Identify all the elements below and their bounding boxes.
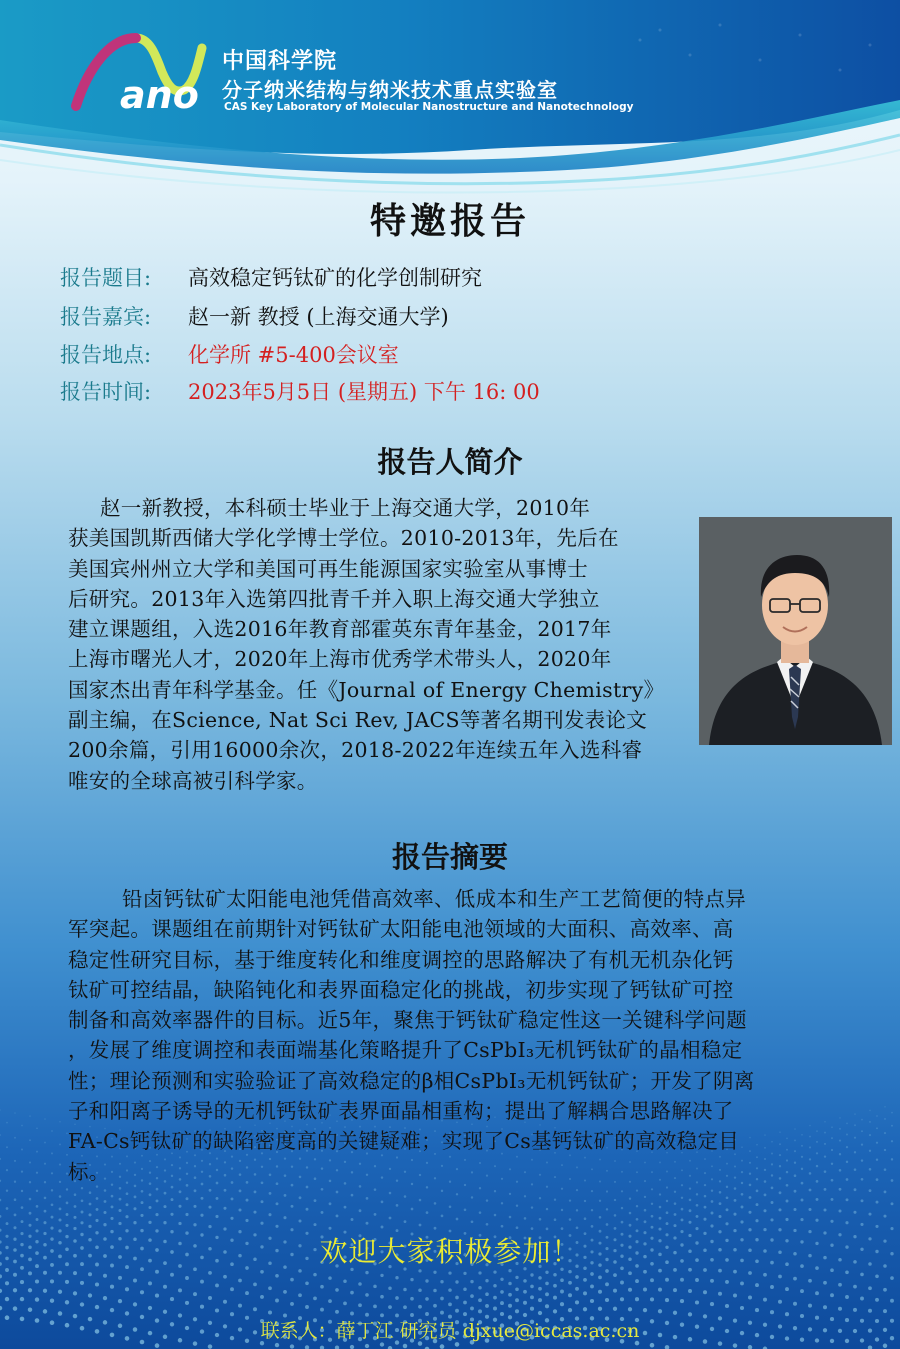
bio-line: 副主编，在Science, Nat Sci Rev, JACS等著名期刊发表论文 — [68, 708, 648, 733]
info-row-time — [60, 376, 540, 406]
bio-line: 国家杰出青年科学基金。任《Journal of Energy Chemistry》 — [68, 677, 665, 702]
abstract-heading: 报告摘要 — [391, 840, 508, 874]
abstract-line: 钛矿可控结晶，缺陷钝化和表界面稳定化的挑战，初步实现了钙钛矿可控 — [68, 977, 734, 1002]
welcome-message: 欢迎大家积极参加！ — [319, 1235, 581, 1268]
bio-line: 上海市曙光人才，2020年上海市优秀学术带头人，2020年 — [68, 647, 612, 672]
institution-name: 中国科学院 — [222, 49, 338, 74]
info-row-speaker — [60, 301, 449, 331]
abstract-line: 军突起。课题组在前期针对钙钛矿太阳能电池领域的大面积、高效率、高 — [68, 917, 734, 942]
speaker-photo — [699, 517, 892, 745]
bio-line: 建立课题组，入选2016年教育部霍英东青年基金，2017年 — [68, 617, 612, 642]
abstract-line: ，发展了维度调控和表面端基化策略提升了CsPbI₃无机钙钛矿的晶相稳定 — [68, 1038, 743, 1063]
abstract-line: 铅卤钙钛矿太阳能电池凭借高效率、低成本和生产工艺简便的特点异 — [122, 887, 746, 911]
info-row-location — [60, 339, 399, 369]
bio-line: 唯安的全球高被引科学家。 — [68, 768, 318, 793]
abstract-line: 标。 — [68, 1159, 110, 1184]
info-value: 高效稳定钙钛矿的化学创制研究 — [188, 266, 482, 290]
abstract-line: 制备和高效率器件的目标。近5年，聚焦于钙钛矿稳定性这一关键科学问题 — [68, 1008, 747, 1033]
info-label: 报告题目: — [60, 266, 152, 290]
bio-line: 后研究。2013年入选第四批青千并入职上海交通大学独立 — [68, 586, 600, 611]
info-label: 报告地点: — [60, 343, 152, 367]
info-row-topic — [60, 262, 482, 292]
info-value: 赵一新 教授 (上海交通大学) — [188, 305, 449, 329]
info-value: 化学所 #5-400会议室 — [188, 343, 399, 367]
info-label: 报告嘉宾: — [60, 305, 152, 329]
header-banner — [0, 0, 900, 195]
abstract-line: FA-Cs钙钛矿的缺陷密度高的关键疑难；实现了Cs基钙钛矿的高效稳定目 — [68, 1129, 740, 1154]
bio-line: 美国宾州州立大学和美国可再生能源国家实验室从事博士 — [68, 556, 588, 581]
abstract-line: 性；理论预测和实验验证了高效稳定的β相CsPbI₃无机钙钛矿；开发了阴离 — [68, 1068, 755, 1093]
contact-info: 联系人：薛丁江 研究员 djxue@iccas.ac.cn — [260, 1320, 640, 1342]
bio-line: 赵一新教授，本科硕士毕业于上海交通大学，2010年 — [100, 496, 591, 520]
nano-logo — [70, 28, 210, 118]
lab-name-english: CAS Key Laboratory of Molecular Nanostructure and Nanotechnology — [224, 101, 634, 113]
speaker-portrait-illustration — [699, 517, 892, 745]
abstract-line: 子和阳离子诱导的无机钙钛矿表界面晶相重构；提出了解耦合思路解决了 — [68, 1099, 734, 1124]
info-label: 报告时间: — [60, 380, 152, 404]
bio-line: 200余篇，引用16000余次，2018-2022年连续五年入选科睿 — [68, 738, 643, 763]
dot-wave-decoration — [0, 1060, 900, 1349]
bio-heading: 报告人简介 — [377, 445, 523, 479]
lab-name-chinese: 分子纳米结构与纳米技术重点实验室 — [222, 78, 558, 102]
abstract-line: 稳定性研究目标，基于维度转化和维度调控的思路解决了有机无机杂化钙 — [68, 947, 734, 972]
bio-paragraph — [68, 493, 692, 796]
svg-text:ano: ano — [120, 73, 199, 117]
info-value: 2023年5月5日 (星期五) 下午 16: 00 — [188, 380, 540, 404]
page-title: 特邀报告 — [369, 200, 530, 242]
bio-line: 获美国凯斯西储大学化学博士学位。2010-2013年，先后在 — [68, 526, 619, 551]
